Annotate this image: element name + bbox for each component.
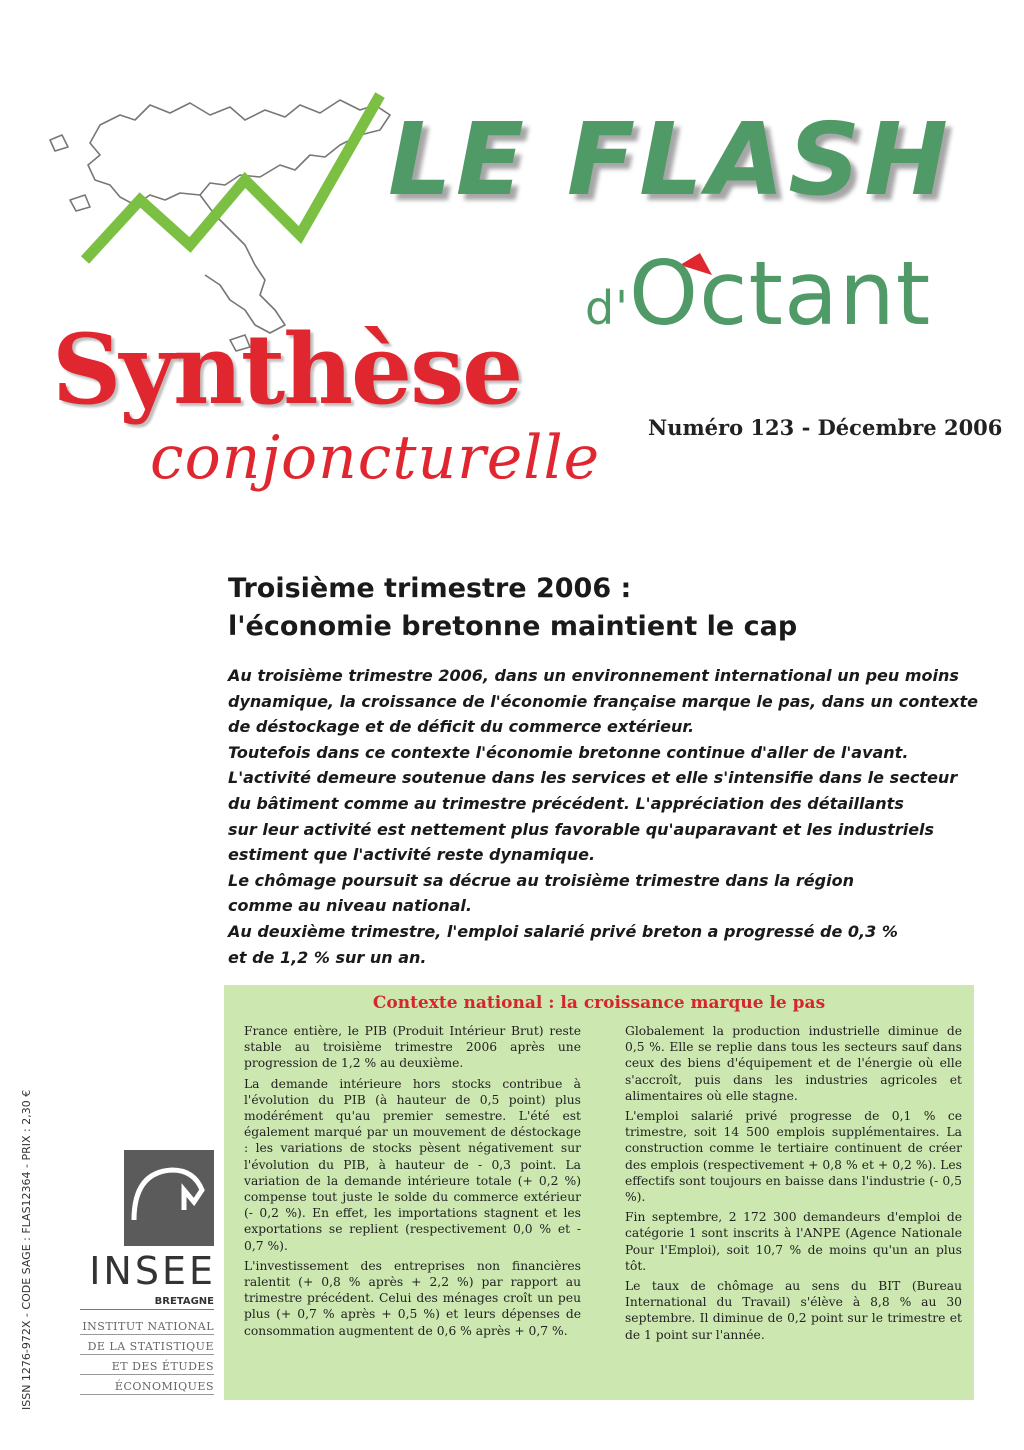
conjoncturelle-subtitle: conjoncturelle (150, 423, 601, 493)
zigzag-line-icon (85, 95, 380, 260)
headline-line: l'économie bretonne maintient le cap (228, 611, 798, 642)
intro-line: du bâtiment comme au trimestre précédent. L'appréciation des détaillants (228, 793, 904, 813)
insee-mark-icon (124, 1150, 214, 1246)
intro-line: Toutefois dans ce contexte l'économie bretonne continue d'aller de l'avant. (228, 742, 909, 762)
insee-subtitle-line: ÉCONOMIQUES (80, 1380, 214, 1395)
intro-line: sur leur activité est nettement plus favorable qu'auparavant et les industriels (228, 819, 935, 839)
insee-subtitle-line: DE LA STATISTIQUE (80, 1340, 214, 1355)
headline-line: Troisième trimestre 2006 : (228, 573, 632, 604)
issue-number: Numéro 123 - Décembre 2006 (648, 415, 1003, 440)
flash-title: LE FLASH (388, 101, 952, 218)
intro-line: Au deuxième trimestre, l'emploi salarié privé breton a progressé de 0,3 % (228, 921, 898, 941)
insee-subtitle-line: ET DES ÉTUDES (80, 1360, 214, 1375)
context-paragraph: Le taux de chômage au sens du BIT (Bureau International du Travail) s'élève à 8,8 % au 30 septembre. Il diminue de 0,2 point sur le trimestre et de 1 point sur l'année. (625, 1279, 962, 1342)
intro-line: comme au niveau national. (228, 896, 472, 916)
insee-subtitle-line: INSTITUT NATIONAL (80, 1320, 214, 1335)
context-right-column (625, 1023, 962, 1347)
context-paragraph: Globalement la production industrielle diminue de 0,5 %. Elle se replie dans tous les secteurs sauf dans ceux des biens d'équipement et de l'énergie où elle s'accroît, puis dans les industries agricoles et alimentaires où elle stagne. (625, 1024, 962, 1103)
article-intro (228, 663, 988, 970)
octant-prefix: d' (585, 281, 629, 335)
intro-line: Le chômage poursuit sa décrue au troisième trimestre dans la région (228, 870, 854, 890)
octant-title (585, 242, 932, 345)
intro-line: estiment que l'activité reste dynamique. (228, 845, 596, 865)
context-paragraph: La demande intérieure hors stocks contribue à l'évolution du PIB (à hauteur de 0,5 point) plus modérément qu'au premier semestre. L'été est également marqué par un mouvement de déstockage : les variations de stocks pèsent négativement sur l'évolution du PIB, à hauteur de - 0,3 point. La variation de la demande intérieure totale (+ 0,2 %) compense tout juste le solde du commerce extérieur (- 0,2 %). En effet, les importations stagnent et les exportations se replient (respectivement 0,0 % et - 0,7 %). (244, 1076, 581, 1253)
issn-vertical-text: ISSN 1276-972X - CODE SAGE : FLAS12364 - PRIX : 2,30 € (20, 1089, 33, 1410)
insee-name: INSEE (89, 1249, 216, 1293)
intro-line: L'activité demeure soutenue dans les services et elle s'intensifie dans le secteur (228, 768, 958, 788)
context-paragraph: L'emploi salarié privé progresse de 0,1 % ce trimestre, soit 14 500 emplois supplémentaires. La construction comme le tertiaire continuent de créer des emplois (respectivement + 0,8 % et + 0,2 %). Les effectifs sont toujours en baisse dans l'industrie (- 0,5 %). (625, 1109, 962, 1205)
intro-line: Au troisième trimestre 2006, dans un environnement international un peu moins (228, 666, 959, 685)
octant-word: Octant (628, 242, 932, 345)
context-title: Contexte national : la croissance marque le pas (372, 993, 826, 1013)
intro-line: dynamique, la croissance de l'économie française marque le pas, dans un contexte (228, 691, 978, 711)
national-context-box (224, 985, 974, 1400)
context-paragraph: France entière, le PIB (Produit Intérieur Brut) reste stable au troisième trimestre 2006 après une progression de 1,2 % au deuxième. (244, 1024, 581, 1071)
context-left-column (244, 1023, 581, 1343)
insee-logo (80, 1150, 220, 1400)
article-headline (228, 570, 988, 646)
intro-line: de déstockage et de déficit du commerce extérieur. (228, 717, 695, 737)
intro-line: et de 1,2 % sur un an. (228, 947, 427, 967)
context-paragraph: Fin septembre, 2 172 300 demandeurs d'emploi de catégorie 1 sont inscrits à l'ANPE (Agence Nationale Pour l'Emploi), soit 10,7 % de moins qu'un an plus tôt. (625, 1210, 962, 1273)
context-paragraph: L'investissement des entreprises non financières ralentit (+ 0,8 % après + 2,2 %) par rapport au trimestre précédent. Celui des ménages croît un peu plus (+ 0,7 % après + 0,5 %) et leurs dépenses de consommation augmentent de 0,6 % après + 0,7 %. (244, 1258, 581, 1338)
insee-region: BRETAGNE (80, 1296, 214, 1310)
synthese-title: Synthèse (52, 313, 522, 426)
